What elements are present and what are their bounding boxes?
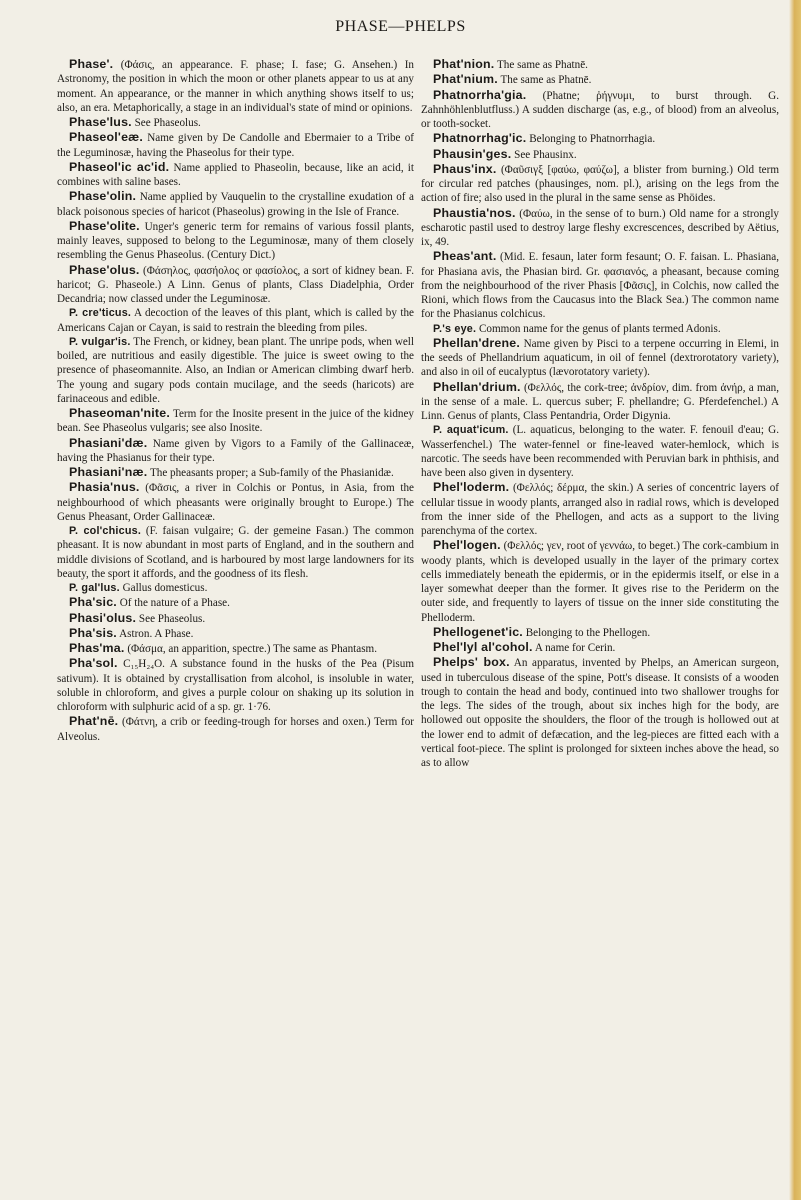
entry-definition: See Phaseolus. bbox=[134, 117, 201, 129]
entry-headword: Phat'nium. bbox=[433, 72, 498, 87]
dictionary-entry bbox=[57, 611, 414, 626]
entry-definition: Name applied to Phaseolin, because, like an acid, it combines with saline bases. bbox=[57, 161, 414, 188]
entry-definition: (Φελλός, the cork-tree; ἀνδρίον, dim. from ἀνήρ, a man, in the sense of a male. L. quercus suber; F. phellandre; G. Pferdefenchel.) A Linn. Genus of plants, Class Pentandria, Order Digynia. bbox=[421, 381, 779, 422]
entry-definition: Term for the Inosite present in the juice of the kidney bean. See Phaseolus vulgaris; see also Inosite. bbox=[57, 408, 414, 435]
dictionary-entry bbox=[421, 480, 779, 538]
dictionary-entry bbox=[421, 206, 779, 250]
dictionary-entry bbox=[421, 249, 779, 321]
entry-definition: Name given by Pisci to a terpene occurring in Elemi, in the seeds of Phellandrium aquaticum, in oil of fennel (dextrorotatory variety), and also in oil of eucalyptus (lævorotatory variety). bbox=[421, 337, 779, 379]
entry-definition: Belonging to Phatnorrhagia. bbox=[529, 133, 656, 146]
entry-headword: Phellan'drium. bbox=[433, 379, 521, 394]
entry-definition: (Φάσηλος, φασήολος or φασίολος, a sort of kidney bean. F. haricot; G. Phaseole.) A Linn. Genus of plants, Class Diadelphia, Order Decandria; now classed under the Leguminosæ. bbox=[57, 264, 414, 305]
dictionary-entry bbox=[421, 72, 779, 87]
entry-definition: The French, or kidney, bean plant. The unripe pods, when well boiled, are nutritious and easily digestible. The juice is sweet owing to the presence of phaseomannite. Also, an Indian or American climbing dwarf herb. The young and sugary pods contain mucilage, and the seeds (haricots) are farinaceous and edible. bbox=[57, 335, 415, 405]
entry-definition: (Φᾶσις, a river in Colchis or Pontus, in Asia, from the neighbourhood of which pheasants were originally brought to Europe.) The Genus Pheasant, Order Gallinaceæ. bbox=[57, 482, 414, 523]
dictionary-entry bbox=[421, 322, 779, 336]
entry-definition: (Φάτνη, a crib or feeding-trough for horses and oxen.) Term for Alveolus. bbox=[57, 716, 414, 743]
entry-definition: A name for Cerin. bbox=[534, 642, 616, 654]
dictionary-entry bbox=[57, 160, 414, 190]
entry-headword: Pha'sis. bbox=[69, 625, 117, 640]
entry-definition: Unger's generic term for remains of various fossil plants, mainly leaves, supposed to belong to the Leguminosæ, many of them closely resembling the Genus Phaseolus. (Century Dict.) bbox=[57, 220, 414, 262]
entry-headword: Phaseoman'nite. bbox=[69, 406, 170, 420]
entry-headword: Phase'olus. bbox=[69, 262, 140, 277]
dictionary-entry bbox=[57, 306, 414, 335]
entry-definition: (Mid. E. fesaun, later form fesaunt; O. F. faisan. L. Phasiana, for Phasiana avis, the Phasian bird. Gr. φασιανός, a pheasant, because coming from the neighbourhood of the river Phasis [Φᾶσις], in Colchis, now called the Rioni, which flows from the Caucasus into the Black Sea.) The common name for the Phasianus colchicus. bbox=[421, 251, 779, 321]
dictionary-entry bbox=[57, 406, 414, 436]
entry-headword: Phasi'olus. bbox=[69, 610, 137, 625]
entry-headword: Phasiani'dæ. bbox=[69, 435, 148, 450]
dictionary-entry bbox=[421, 147, 779, 162]
entry-headword: Pheas'ant. bbox=[433, 249, 497, 264]
dictionary-entry bbox=[421, 336, 779, 380]
dictionary-entry bbox=[421, 625, 779, 640]
dictionary-entry bbox=[57, 524, 414, 581]
entry-definition: See Phausinx. bbox=[514, 148, 577, 161]
entry-definition: C₁₅H₂₄O. A substance found in the husks of the Pea (Pisum sativum). It is obtained by crystallisation from alcohol, is insoluble in water, soluble in chloroform, and gives a purple colour on shaking up its solution in chloroform with sulphuric acid of a sp. gr. 1·76. bbox=[57, 658, 414, 713]
entry-headword: Phellogenet'ic. bbox=[433, 624, 523, 639]
entry-definition: (Φαῦσιγξ [φαύω, φαύζω], a blister from burning.) Old term for circular red patches (phausinges, nom. pl.), arising on the legs from the action of fire; also used in the plural in the same sense as Phöides. bbox=[421, 163, 779, 205]
entry-headword: Phelps' box. bbox=[433, 655, 510, 670]
entry-headword: Phat'nion. bbox=[433, 57, 495, 71]
left-column bbox=[57, 57, 414, 744]
entry-definition: See Phaseolus. bbox=[138, 612, 206, 625]
dictionary-entry bbox=[57, 480, 414, 524]
dictionary-entry bbox=[57, 714, 414, 744]
entry-definition: Name given by Vigors to a Family of the Gallinaceæ, having the Phasianus for their type. bbox=[57, 437, 414, 464]
entry-headword: P. cre'ticus. bbox=[69, 307, 132, 320]
entry-definition: Name given by De Candolle and Ebermaier to a Tribe of the Leguminosæ, having the Phaseolus for their type. bbox=[57, 132, 414, 159]
entry-headword: Phatnorrha'gia. bbox=[433, 87, 527, 102]
entry-headword: Pha'sol. bbox=[69, 656, 118, 671]
dictionary-entry bbox=[421, 131, 779, 146]
entry-headword: Phaseol'eæ. bbox=[69, 130, 144, 145]
dictionary-entry bbox=[57, 465, 414, 480]
entry-definition: (Φελλός; δέρμα, the skin.) A series of concentric layers of cellular tissue in woody plants, arranged also in radial rows, which is developed from the inner side of the Phellogen, and acts as a support to the living parenchyma of the cortex. bbox=[421, 482, 779, 537]
dictionary-entry bbox=[421, 655, 779, 770]
entry-definition: Name applied by Vauquelin to the crystalline exudation of a black poisonous species of haricot (Phaseolus) growing in the Isle of France. bbox=[57, 191, 414, 218]
entry-headword: Phaustia'nos. bbox=[433, 205, 516, 220]
entry-headword: P. aquat'icum. bbox=[433, 424, 509, 437]
entry-definition: Belonging to the Phellogen. bbox=[525, 626, 651, 639]
dictionary-entry bbox=[57, 263, 414, 307]
entry-definition: (F. faisan vulgaire; G. der gemeine Fasan.) The common pheasant. It is now abundant in most parts of England, and in the southern and middle divisions of Scotland, and is harboured by most large landowners for its beauty, the sport it affords, and the goodness of its flesh. bbox=[57, 525, 414, 580]
dictionary-entry bbox=[57, 189, 414, 219]
entry-definition: (Φελλός; γεν, root of γεννάω, to beget.) The cork-cambium in woody plants, which is developed usually in the layer of the primary cortex cells immediately beneath the epidermis, or in the epidermis itself, or else in a layer somewhat deeper than the former. It gives rise to the Periderm on the outer side, and frequently to layers of tissue on the inner side constituting the Phelloderm. bbox=[421, 540, 780, 624]
entry-headword: Phatnorrhag'ic. bbox=[433, 131, 527, 146]
dictionary-entry bbox=[57, 581, 414, 595]
entry-headword: P. gal'lus. bbox=[69, 582, 120, 594]
entry-definition: (Φαύω, in the sense of to burn.) Old name for a strongly escharotic pastil used to destroy large fleshy excrescences, described by Aëtius, ix, 49. bbox=[421, 207, 779, 248]
entry-definition: The same as Phatnē. bbox=[496, 59, 588, 71]
entry-definition: An apparatus, invented by Phelps, an American surgeon, used in tuberculous disease of the spine, Pott's disease. It consists of a wooden trough to contain the head and body, continued into two shallower troughs for the legs. The sides of the trough, about six inches high for the body, are hollowed out opposite the shoulders, the floor of the trough is hollowed out at the lower end to admit of defæcation, and the leg-pieces are fitted each with a vertical foot-piece. The splint is prolonged for sixteen inches above the head, so as to allow bbox=[421, 657, 780, 769]
entry-definition: The pheasants proper; a Sub-family of the Phasianidæ. bbox=[149, 467, 394, 479]
entry-definition: (Φάσμα, an apparition, spectre.) The same as Phantasm. bbox=[127, 643, 378, 655]
dictionary-entry bbox=[421, 162, 779, 206]
dictionary-entry bbox=[421, 640, 779, 655]
dictionary-entry bbox=[57, 219, 414, 263]
entry-definition: Gallus domesticus. bbox=[122, 582, 208, 594]
entry-headword: Phat'nē. bbox=[69, 714, 119, 729]
entry-headword: Phase'olite. bbox=[69, 218, 140, 233]
entry-headword: Phase'lus. bbox=[69, 115, 132, 129]
entry-definition: (Φάσις, an appearance. F. phase; I. fase; G. Ansehen.) In Astronomy, the position in which the moon or other planets appear to us at any moment. An appearance, or the manner in which anything shows itself to us; also, an era. Metaphorically, a stage in an individual's state of mind or opinions. bbox=[57, 59, 414, 114]
entry-headword: Phausin'ges. bbox=[433, 146, 512, 161]
right-column bbox=[421, 57, 779, 770]
entry-definition: A decoction of the leaves of this plant, which is called by the Americans Cajan or Cayan, is said to restrain the bleeding from piles. bbox=[57, 307, 415, 334]
entry-headword: Phaus'inx. bbox=[433, 161, 497, 176]
entry-headword: P.'s eye. bbox=[433, 322, 477, 335]
entry-headword: Phase'. bbox=[69, 57, 114, 71]
page-header: PHASE—PHELPS bbox=[335, 18, 466, 35]
dictionary-entry bbox=[57, 130, 414, 160]
entry-headword: Phel'lyl al'cohol. bbox=[433, 640, 533, 654]
dictionary-entry bbox=[421, 423, 779, 480]
entry-headword: Phaseol'ic ac'id. bbox=[69, 159, 170, 174]
dictionary-entry bbox=[57, 626, 414, 641]
entry-headword: Phellan'drene. bbox=[433, 335, 520, 350]
dictionary-entry bbox=[421, 88, 779, 132]
entry-headword: Pha'sic. bbox=[69, 595, 117, 610]
dictionary-entry bbox=[57, 595, 414, 610]
entry-headword: Phas'ma. bbox=[69, 641, 125, 655]
entry-headword: P. vulgar'is. bbox=[69, 335, 131, 348]
dictionary-entry bbox=[57, 641, 414, 656]
entry-headword: Phel'logen. bbox=[433, 538, 501, 553]
dictionary-entry bbox=[57, 57, 414, 115]
entry-definition: The same as Phatnē. bbox=[500, 74, 592, 87]
page-edge-gilt bbox=[789, 0, 801, 1200]
entry-definition: Common name for the genus of plants termed Adonis. bbox=[479, 322, 721, 335]
dictionary-entry bbox=[421, 380, 779, 424]
dictionary-entry bbox=[57, 656, 414, 714]
dictionary-entry bbox=[57, 436, 414, 466]
entry-headword: Phel'loderm. bbox=[433, 480, 510, 495]
dictionary-entry bbox=[421, 57, 779, 72]
entry-headword: Phasiani'næ. bbox=[69, 465, 148, 479]
dictionary-entry bbox=[57, 335, 414, 406]
entry-definition: Of the nature of a Phase. bbox=[119, 597, 230, 610]
entry-headword: Phase'olin. bbox=[69, 189, 137, 204]
entry-headword: P. col'chicus. bbox=[69, 525, 142, 537]
dictionary-entry bbox=[421, 538, 779, 625]
entry-definition: (Phatne; ῥήγνυμι, to burst through. G. Zahnhöhlenblutfluss.) A sudden discharge (as, e.g., of blood) from an alveolus, or tooth-socket. bbox=[421, 89, 779, 130]
dictionary-entry bbox=[57, 115, 414, 130]
entry-definition: (L. aquaticus, belonging to the water. F. fenouil d'eau; G. Wasserfenchel.) The water-fennel or fine-leaved water-hemlock, which is narcotic. The seeds have been recommended with Peruvian bark in phthisis, and have been also given in dysentery. bbox=[421, 424, 779, 479]
entry-headword: Phasia'nus. bbox=[69, 480, 140, 495]
entry-definition: Astron. A Phase. bbox=[119, 627, 194, 640]
